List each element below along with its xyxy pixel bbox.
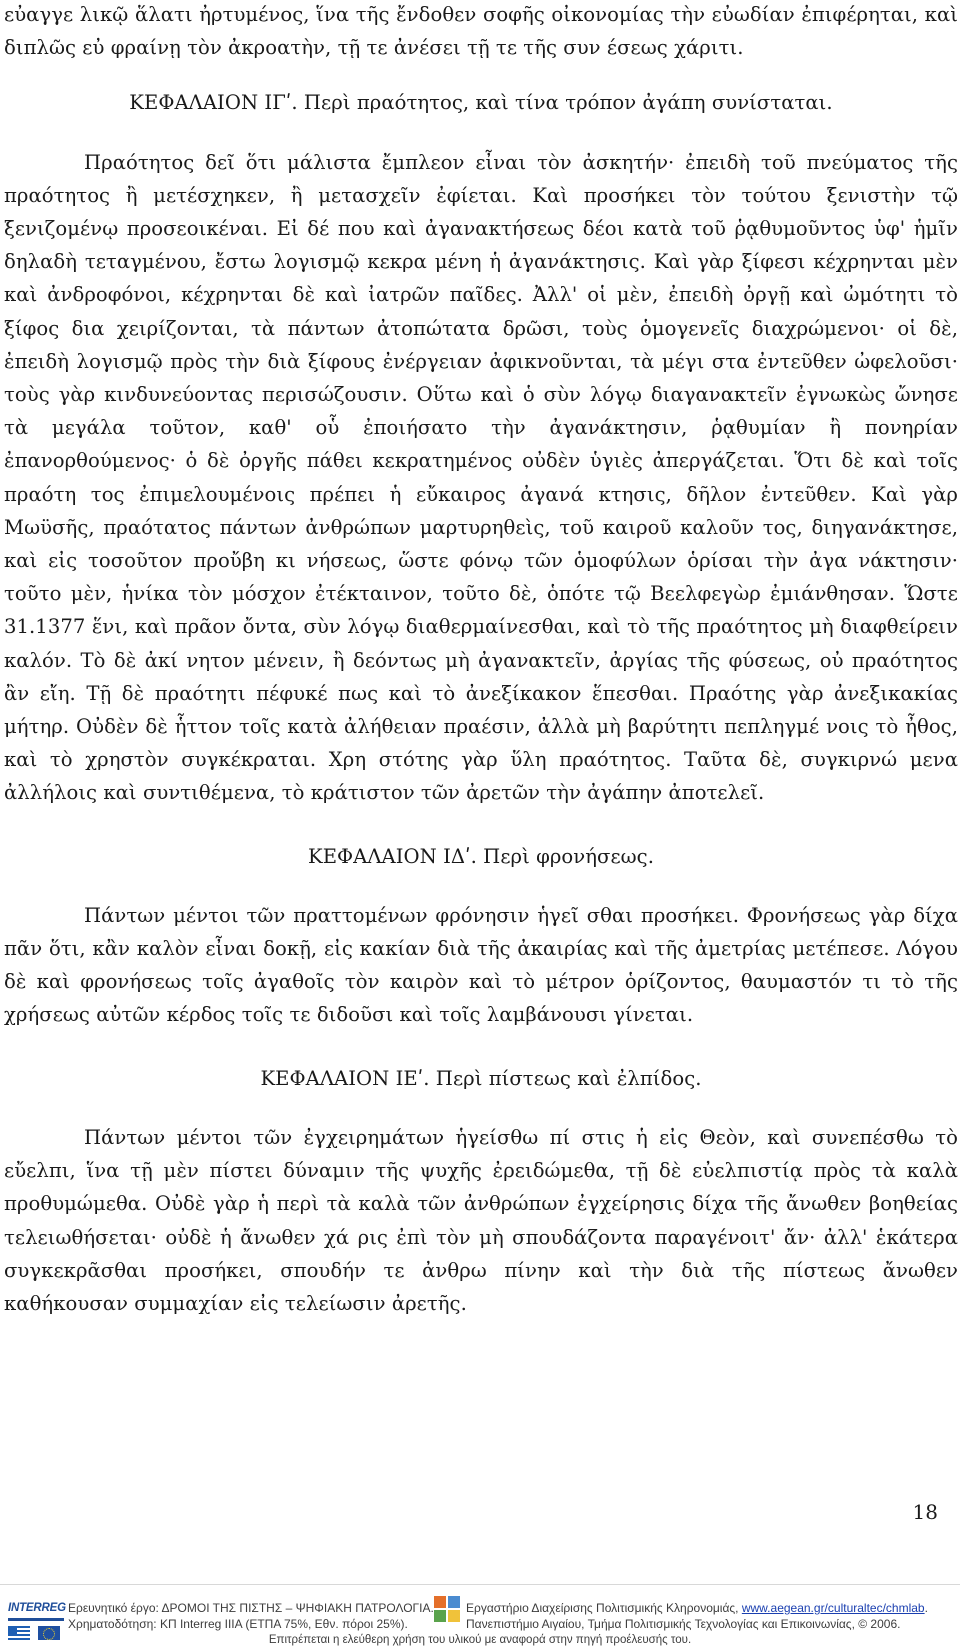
footer-divider bbox=[0, 1584, 960, 1585]
footer-funding-line: Χρηματοδότηση: ΚΠ Interreg IIIA (ΕΤΠΑ 75%, Εθν. πόροι 25%). bbox=[68, 1617, 408, 1631]
footer bbox=[0, 1584, 960, 1651]
chapter-13-heading: ΚΕΦΑΛΑΙΟΝ ΙΓʹ. Περὶ πραότητος, καὶ τίνα τρόπον ἀγάπη συνίσταται. bbox=[129, 91, 833, 115]
interreg-logo bbox=[8, 1600, 64, 1622]
chapter-13-paragraph: Πραότητος δεῖ ὅτι μάλιστα ἔμπλεον εἶναι τὸν ἀσκητήν· ἐπειδὴ τοῦ πνεύματος τῆς πραότητος ἢ μετέσχηκεν, ἢ μετασχεῖν ἐφίεται. Καὶ προσήκει τὸν τούτου ξενιστὴν τῷ ξενιζομένῳ προσεοικέναι. Εἰ δέ που καὶ ἀγανακτήσεως δέοι κατὰ τοῦ ῥᾳθυμοῦντος ὑφ' ἡμῖν δηλαδὴ τεταγμένου, ἔστω λογισμῷ κεκρα μένη ἡ ἀγανάκτησις. Καὶ γὰρ ξίφεσι κέχρηνται μὲν καὶ ἀνδροφόνοι, κέχρηνται δὲ καὶ ἰατρῶν παῖδες. Ἀλλ' οἱ μὲν, ἐπειδὴ ὀργῇ καὶ ὠμότητι τὸ ξίφος δια χειρίζονται, τὰ πάντων ἀτοπώτατα δρῶσι, τοὺς ὁμογενεῖς διαχρώμενοι· οἱ δὲ, ἐπειδὴ λογισμῷ πρὸς τὴν διὰ ξίφους ἐνέργειαν ἀφικνοῦνται, τὰ μέγι στα ἐντεῦθεν ὠφελοῦσι· τοὺς γὰρ κινδυνεύοντας περισώζουσιν. Οὕτω καὶ ὁ σὺν λόγῳ διαγανακτεῖν ἐγνωκὼς ὤνησε τὰ μεγάλα τοῦτον, καθ' οὗ ἐποιήσατο τὴν ἀγανάκτησιν, ῥᾳθυμίαν ἢ πονηρίαν ἐπανορθούμενος· ὁ δὲ ὀργῆς πάθει κεκρατημένος οὐδὲν ὑγιὲς ἀπεργάζεται. Ὅτι δὲ καὶ τοῖς πραότη τος ἐπιμελουμένοις πρέπει ἡ εὔκαιρος ἀγανά κτησις, δῆλον ἐντεῦθεν. Καὶ γὰρ Μωϋσῆς, πραότατος πάντων ἀνθρώπων μαρτυρηθεὶς, τοῦ καιροῦ καλοῦν τος, διηγανάκτησε, καὶ εἰς τοσοῦτον προὔβη κι νήσεως, ὥστε φόνῳ τῶν ὁμοφύλων ὁρίσαι τὴν ἀγα νάκτησιν· τοῦτο μὲν, ἡνίκα τὸν μόσχον ἐτέκταινον, τοῦτο δὲ, ὁπότε τῷ Βεελφεγὼρ ἐμιάνθησαν. Ὥστε 31.1377 ἕνι, καὶ πρᾶον ὄντα, σὺν λόγῳ διαθερμαίνεσθαι, καὶ τὸ τῆς πραότητος μὴ διαφθείρειν καλόν. Τὸ δὲ ἀκί νητον μένειν, ἢ δεόντως μὴ ἀγανακτεῖν, ἀργίας τῆς φύσεως, οὐ πραότητος ἂν εἴη. Τῇ δὲ πραότητι πέφυκέ πως καὶ τὸ ἀνεξίκακον ἕπεσθαι. Πραότης γὰρ ἀνεξικακίας μήτηρ. Οὐδὲν δὲ ἧττον τοῖς κατὰ ἀλήθειαν πραέσιν, ἀλλὰ μὴ βαρύτητι πεπληγμέ νοις τὸ ἦθος, καὶ τὸ χρηστὸν συγκέκραται. Χρη στότης γὰρ ὕλη πραότητος. Ταῦτα δὲ, συγκιρνώ μενα ἀλλήλοις καὶ συντιθέμενα, τὸ κράτιστον τῶν ἀρετῶν τὴν ἀγάπην ἀποτελεῖ. bbox=[4, 150, 958, 805]
footer-project-line: Ερευνητικό έργο: ΔΡΟΜΟΙ ΤΗΣ ΠΙΣΤΗΣ – ΨΗΦΙΑΚΗ ΠΑΤΡΟΛΟΓΙΑ. bbox=[68, 1601, 434, 1615]
chapter-15-heading: ΚΕΦΑΛΑΙΟΝ ΙΕʹ. Περὶ πίστεως καὶ ἐλπίδος. bbox=[260, 1066, 702, 1090]
chapter-14-paragraph: Πάντων μέντοι τῶν πραττομένων φρόνησιν ἡγεῖ σθαι προσήκει. Φρονήσεως γὰρ δίχα πᾶν ὅτι, κἂν καλὸν εἶναι δοκῇ, εἰς κακίαν διὰ τῆς ἀκαιρίας καὶ τῆς ἀμετρίας μετέπεσε. Λόγου δὲ καὶ φρονήσεως τοῖς ἀγαθοῖς τὸν καιρὸν καὶ τὸ μέτρον ὁρίζοντος, θαυμαστόν τι τὸ τῆς χρήσεως αὐτῶν κέρδος τοῖς τε διδοῦσι καὶ τοῖς λαμβάνουσι γίνεται. bbox=[4, 903, 958, 1027]
footer-university-line: Πανεπιστήμιο Αιγαίου, Τμήμα Πολιτισμικής Τεχνολογίας και Επικοινωνίας, © 2006. bbox=[466, 1617, 901, 1631]
footer-lab-text: Εργαστήριο Διαχείρισης Πολιτισμικής Κληρονομιάς, bbox=[466, 1601, 742, 1615]
lab-logo-icon bbox=[434, 1596, 460, 1622]
footer-license-line: Επιτρέπεται η ελεύθερη χρήση του υλικού με αναφορά στην πηγή προέλευσής του. bbox=[268, 1634, 692, 1646]
body-text bbox=[4, 0, 958, 1320]
footer-lab-line bbox=[466, 1601, 928, 1615]
paragraph-top: εὐαγγε λικῷ ἅλατι ἠρτυμένος, ἵνα τῆς ἔνδοθεν σοφῆς οἰκονομίας τὴν εὐωδίαν ἐπιφέρηται, καὶ διπλῶς εὐ φραίνῃ τὸν ἀκροατὴν, τῇ τε ἀνέσει τῇ τε τῆς συν έσεως χάριτι. bbox=[4, 3, 958, 60]
footer-lab-link[interactable]: www.aegean.gr/culturaltec/chmlab bbox=[741, 1601, 925, 1615]
page-number: 18 bbox=[912, 1500, 938, 1524]
interreg-logo-stripe bbox=[8, 1618, 64, 1621]
interreg-logo-text: INTERREG bbox=[8, 1602, 66, 1614]
footer-lab-end: . bbox=[924, 1601, 928, 1615]
chapter-14-heading: ΚΕΦΑΛΑΙΟΝ ΙΔʹ. Περὶ φρονήσεως. bbox=[308, 844, 654, 868]
chapter-15-paragraph: Πάντων μέντοι τῶν ἐγχειρημάτων ἡγείσθω πί στις ἡ εἰς Θεὸν, καὶ συνεπέσθω τὸ εὔελπι, ἵνα τῇ μὲν πίστει δύναμιν τῆς ψυχῆς ἐρειδώμεθα, τῇ δὲ εὐελπιστίᾳ πρὸς τὰ καλὰ προθυμώμεθα. Οὐδὲ γὰρ ἡ περὶ τὰ καλὰ τῶν ἀνθρώπων ἐγχείρησις δίχα τῆς ἄνωθεν βοηθείας τελειωθήσεται· οὐδὲ ἡ ἄνωθεν χά ρις ἐπὶ τὸν μὴ σπουδάζοντα παραγένοιτ' ἄν· ἀλλ' ἑκάτερα συγκεκρᾶσθαι προσήκει, σπουδήν τε ἀνθρω πίνην καὶ τὴν διὰ τῆς πίστεως ἄνωθεν καθήκουσαν συμμαχίαν εἰς τελείωσιν ἀρετῆς. bbox=[4, 1125, 958, 1315]
